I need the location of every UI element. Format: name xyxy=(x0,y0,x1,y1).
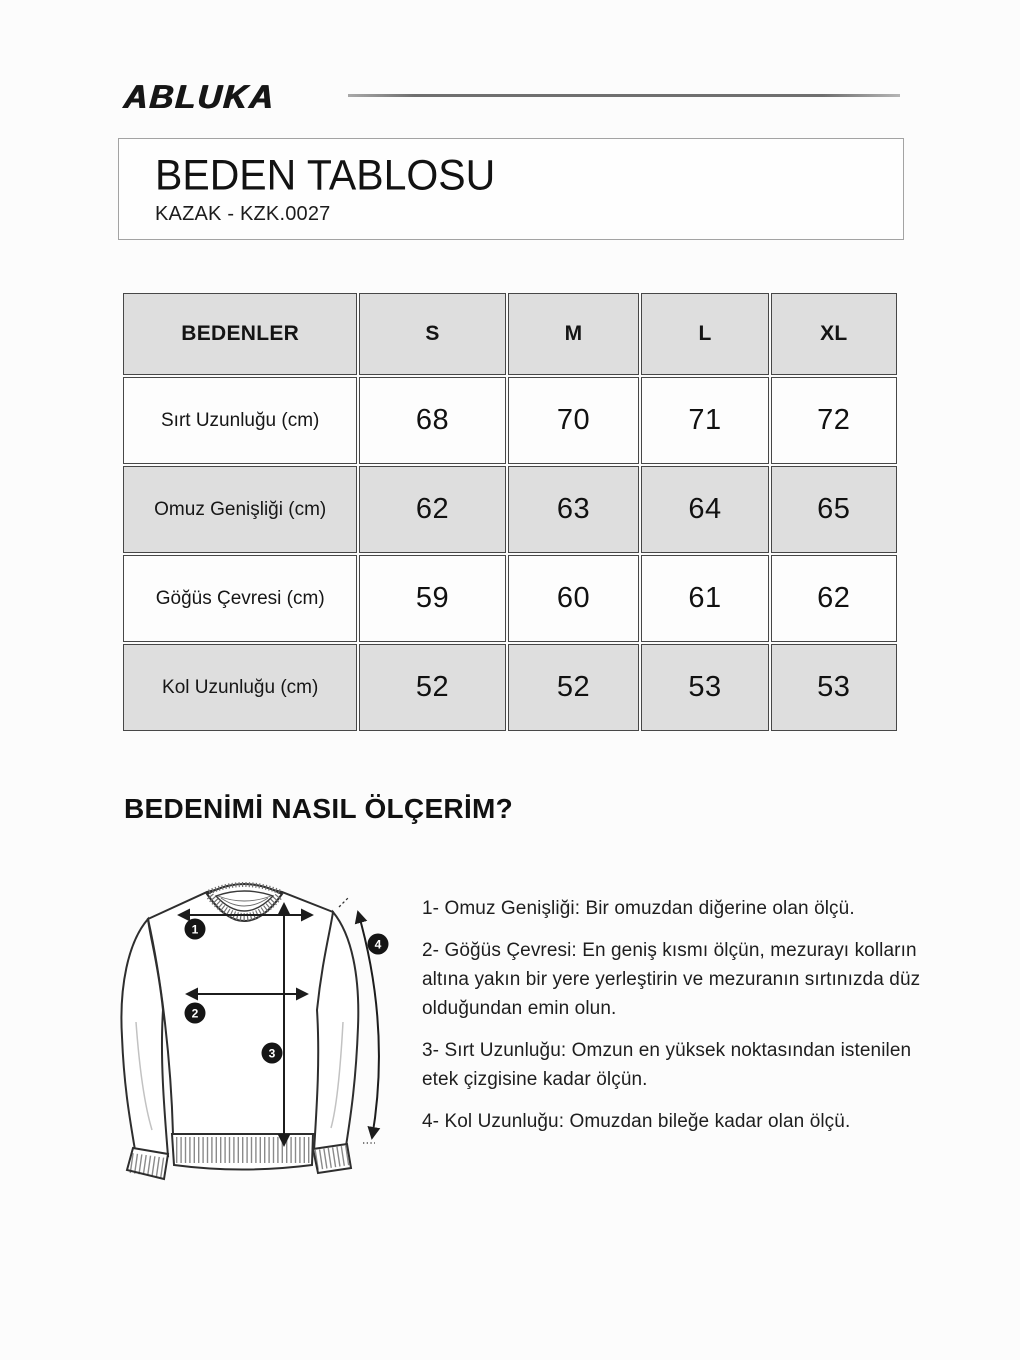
instruction-sleeve: 4- Kol Uzunluğu: Omuzdan bileğe kadar olan ölçü. xyxy=(422,1111,851,1132)
marker-2 xyxy=(185,1003,206,1024)
title-box xyxy=(118,138,904,240)
brand-logo: ABLUKA xyxy=(122,78,277,115)
row-label: Göğüs Çevresi (cm) xyxy=(123,555,357,642)
table-header-row xyxy=(123,293,897,375)
sweater-measurement-diagram xyxy=(100,862,420,1192)
table-cell: 71 xyxy=(641,377,768,464)
table-cell: 68 xyxy=(359,377,505,464)
measurement-instructions xyxy=(422,894,922,1149)
table-cell: 59 xyxy=(359,555,505,642)
header-divider-line xyxy=(348,94,900,97)
column-header-m: M xyxy=(508,293,640,375)
table-cell: 53 xyxy=(641,644,768,731)
table-cell: 52 xyxy=(359,644,505,731)
table-cell: 63 xyxy=(508,466,640,553)
row-label: Kol Uzunluğu (cm) xyxy=(123,644,357,731)
table-cell: 53 xyxy=(771,644,897,731)
marker-4 xyxy=(368,934,389,955)
table-row xyxy=(123,466,897,553)
column-header-s: S xyxy=(359,293,505,375)
table-cell: 62 xyxy=(771,555,897,642)
table-row xyxy=(123,644,897,731)
table-cell: 72 xyxy=(771,377,897,464)
column-header-l: L xyxy=(641,293,768,375)
section-heading: BEDENİMİ NASIL ÖLÇERİM? xyxy=(124,793,514,824)
marker-1 xyxy=(185,919,206,940)
marker-3-number: 3 xyxy=(268,1046,276,1061)
instruction-chest: 2- Göğüs Çevresi: En geniş kısmı ölçün, mezurayı kolların altına yakın bir yere yerleştirin ve mezuranın sırtınızda düz olduğundan emin olun. xyxy=(422,940,921,1019)
column-header-bedenler: BEDENLER xyxy=(123,293,357,375)
size-table xyxy=(121,291,899,733)
page-title: BEDEN TABLOSU xyxy=(155,150,496,199)
marker-4-number: 4 xyxy=(374,937,382,952)
row-label: Omuz Genişliği (cm) xyxy=(123,466,357,553)
sleeve-arrow-tick-top xyxy=(339,898,348,907)
table-cell: 62 xyxy=(359,466,505,553)
table-cell: 52 xyxy=(508,644,640,731)
table-cell: 60 xyxy=(508,555,640,642)
table-row xyxy=(123,377,897,464)
table-row xyxy=(123,555,897,642)
marker-1-number: 1 xyxy=(191,922,199,937)
row-label: Sırt Uzunluğu (cm) xyxy=(123,377,357,464)
table-cell: 61 xyxy=(641,555,768,642)
instruction-shoulder: 1- Omuz Genişliği: Bir omuzdan diğerine olan ölçü. xyxy=(422,898,855,919)
marker-2-number: 2 xyxy=(191,1006,199,1021)
product-code: KAZAK - KZK.0027 xyxy=(155,203,331,226)
instruction-back: 3- Sırt Uzunluğu: Omzun en yüksek noktasından istenilen etek çizgisine kadar ölçün. xyxy=(422,1040,912,1090)
table-cell: 64 xyxy=(641,466,768,553)
table-cell: 65 xyxy=(771,466,897,553)
size-table-container xyxy=(121,291,899,733)
marker-3 xyxy=(262,1043,283,1064)
sweater-body xyxy=(148,887,333,1134)
column-header-xl: XL xyxy=(771,293,897,375)
table-cell: 70 xyxy=(508,377,640,464)
